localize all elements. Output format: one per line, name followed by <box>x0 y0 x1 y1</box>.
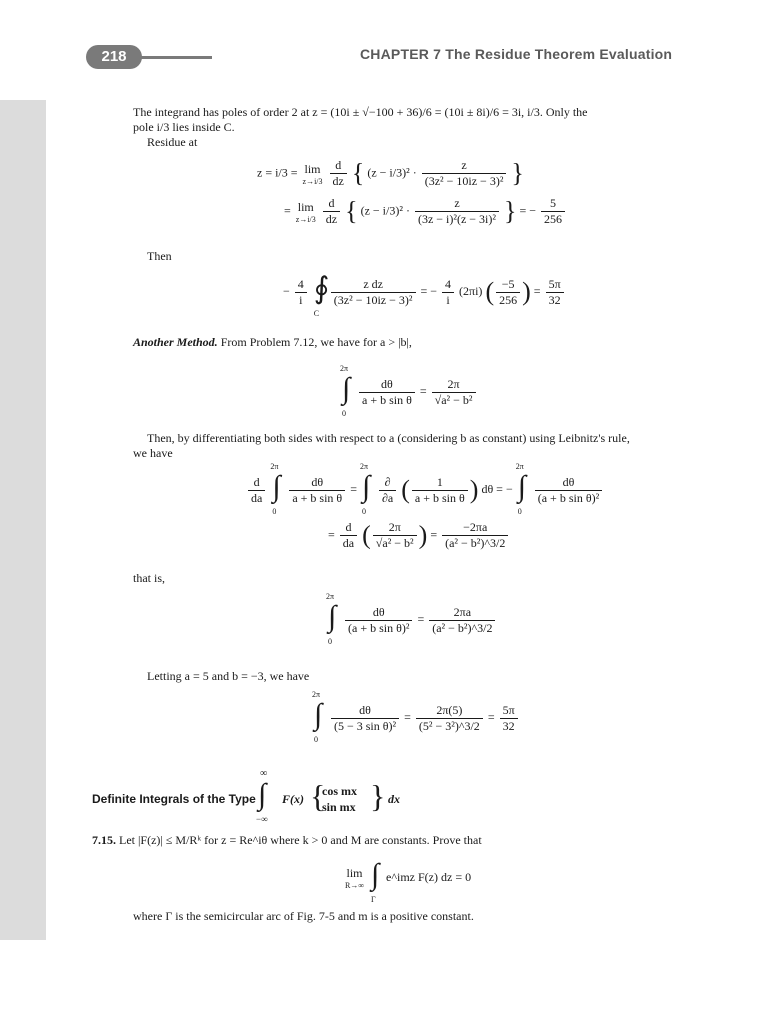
lim-sub: R→∞ <box>345 881 365 890</box>
denominator: a + b sin θ <box>292 490 343 505</box>
fraction <box>442 277 454 308</box>
denominator: (a + b sin θ)² <box>348 620 410 635</box>
paragraph-line: Letting a = 5 and b = −3, we have <box>147 669 310 683</box>
numerator: 2π <box>432 377 476 393</box>
paragraph-line: that is, <box>133 571 165 585</box>
upper-limit: 2π <box>515 462 524 471</box>
numerator: d <box>323 196 340 212</box>
fraction <box>415 196 499 227</box>
paren-open: ( <box>485 277 495 306</box>
numerator: z dz <box>331 277 416 293</box>
derivative <box>340 520 357 551</box>
header-rule <box>140 56 212 59</box>
another-method-label: Another Method. <box>133 335 218 349</box>
denominator: (3z² − 10iz − 3)² <box>333 292 413 307</box>
numerator: z <box>422 158 507 174</box>
math-text: = <box>430 527 438 542</box>
numerator: 2π(5) <box>416 703 483 719</box>
brace-close: } <box>370 778 386 814</box>
paragraph-line: The integrand has poles of order 2 at z = (10i ± √−100 + 36)/6 = (10i ± 8i)/6 = 3i, i/3. Only the <box>133 105 588 119</box>
math-text: = − <box>420 283 438 298</box>
fraction <box>422 158 507 189</box>
denominator: (5² − 3²)^3/2 <box>418 718 480 733</box>
paren-open: ( <box>362 520 371 550</box>
math-text: − <box>283 283 290 298</box>
denominator: (a² − b²)^3/2 <box>432 620 493 635</box>
denominator: √a² − b² <box>375 536 414 550</box>
fraction <box>541 196 565 227</box>
math-text: = <box>328 527 335 542</box>
lower-limit: 0 <box>314 735 318 744</box>
limit <box>345 866 364 890</box>
fraction <box>535 475 602 506</box>
fraction <box>546 277 564 308</box>
denominator: 256 <box>544 212 563 226</box>
denominator: 32 <box>548 292 561 307</box>
math-text: (z − i/3)² · <box>360 203 410 218</box>
lim-sub: z→i/3 <box>295 214 316 224</box>
denominator: a + b sin θ <box>362 392 412 407</box>
lower-limit: 0 <box>361 507 366 516</box>
math-text: = − <box>519 203 537 218</box>
paren-open: ( <box>401 475 410 504</box>
denominator: (5 − 3 sin θ)² <box>334 718 397 733</box>
numerator: 4 <box>442 277 454 293</box>
math-text: dθ = − <box>481 481 513 496</box>
page-number: 218 <box>86 45 142 69</box>
numerator: dθ <box>345 605 412 621</box>
fraction <box>359 377 415 408</box>
numerator: dθ <box>535 475 602 491</box>
integral-sign: 2π ∫ 0 <box>270 462 281 516</box>
numerator: 2π <box>373 520 417 536</box>
numerator: 4 <box>295 277 307 293</box>
numerator: 2πa <box>429 605 495 621</box>
numerator: 5π <box>500 703 518 719</box>
brace-close: } <box>511 158 524 188</box>
fraction <box>412 475 468 506</box>
lower-limit: 0 <box>342 409 346 418</box>
paragraph-line <box>133 334 412 350</box>
math-text: z = i/3 = <box>257 165 298 180</box>
numerator: ∂ <box>379 475 396 491</box>
denominator: dz <box>325 212 338 226</box>
math-text: = <box>284 203 291 218</box>
integral-equation-8 <box>312 690 520 744</box>
derivative <box>248 475 265 506</box>
fraction <box>429 605 495 636</box>
math-text: (2πi) <box>459 283 483 298</box>
paragraph-line: Then, by differentiating both sides with respect to a (considering b as constant) using Leibnitz's rule, <box>147 431 630 445</box>
denominator: da <box>251 490 263 505</box>
numerator: dθ <box>359 377 415 393</box>
leibnitz-equation <box>246 462 604 516</box>
fraction <box>373 520 417 551</box>
limit <box>303 162 323 186</box>
integral-sign: 2π ∫ 0 <box>326 592 337 646</box>
math-text: (z − i/3)² · <box>367 165 417 180</box>
numerator: 1 <box>412 475 468 491</box>
math-text: = <box>533 283 541 298</box>
contour-label: C <box>313 309 320 318</box>
denominator: i <box>299 292 303 307</box>
numerator: z <box>415 196 499 212</box>
denominator: (a + b sin θ)² <box>537 490 600 505</box>
derivative <box>323 196 340 227</box>
fraction <box>331 703 399 734</box>
numerator: d <box>340 520 357 536</box>
math-text: = <box>417 611 425 626</box>
denominator: (3z − i)²(z − 3i)² <box>417 212 496 226</box>
fraction <box>500 703 518 734</box>
problem-statement <box>92 832 482 848</box>
section-heading-text: Definite Integrals of the Type <box>92 792 256 806</box>
fraction <box>289 475 345 506</box>
upper-limit: 2π <box>340 364 349 373</box>
numerator: d <box>248 475 265 491</box>
partial-derivative <box>379 475 396 506</box>
limit-equation <box>343 856 472 904</box>
page-header <box>0 40 758 72</box>
denominator: a + b sin θ <box>414 490 465 505</box>
upper-limit: 2π <box>359 462 369 471</box>
fraction <box>331 277 416 308</box>
lim-sub: z→i/3 <box>302 176 323 186</box>
problem-number: 7.15. <box>92 833 116 847</box>
lower-limit: 0 <box>517 507 522 516</box>
paragraph-line: we have <box>133 446 173 460</box>
numerator: 5 <box>541 196 565 212</box>
brace-close: } <box>504 196 517 226</box>
numerator: −5 <box>496 277 520 293</box>
fraction <box>442 520 508 551</box>
lower-limit: 0 <box>272 507 277 516</box>
paragraph-line: where Γ is the semicircular arc of Fig. 7-5 and m is a positive constant. <box>133 909 474 923</box>
contour-label: Γ <box>371 895 376 904</box>
denominator: (3z² − 10iz − 3)² <box>424 174 504 188</box>
fraction <box>295 277 307 308</box>
denominator: 256 <box>499 292 518 307</box>
lim-text: lim <box>346 866 363 880</box>
numerator: dθ <box>331 703 399 719</box>
fraction <box>345 605 412 636</box>
math-text: dx <box>388 792 400 806</box>
paren-close: ) <box>522 277 531 306</box>
denominator: i <box>446 292 450 307</box>
residue-equation-2 <box>284 196 567 227</box>
lim-text: lim <box>304 161 321 176</box>
paren-close: ) <box>418 520 428 550</box>
brace-open: { <box>351 158 365 188</box>
integral-equation-7 <box>326 592 497 646</box>
lower-limit: 0 <box>328 637 332 646</box>
contour-integral-sign: ∮ C <box>313 272 330 318</box>
integral-sign: 2π ∫ 0 <box>340 364 351 418</box>
upper-limit: 2π <box>312 690 321 699</box>
math-text: = <box>419 383 427 398</box>
fraction <box>496 277 520 308</box>
cos-term: cos mx <box>322 784 357 798</box>
denominator: (a² − b²)^3/2 <box>445 536 506 550</box>
math-text: = <box>487 709 495 724</box>
lim-text: lim <box>297 199 314 214</box>
upper-limit: 2π <box>270 462 279 471</box>
integral-sign: 2π ∫ 0 <box>312 690 323 744</box>
math-text: e^imz F(z) dz = 0 <box>386 869 472 884</box>
integral-sign: 2π ∫ 0 <box>359 462 371 516</box>
denominator: ∂a <box>381 490 394 505</box>
fraction <box>416 703 483 734</box>
math-text: F(x) <box>282 792 304 806</box>
upper-limit: 2π <box>326 592 335 601</box>
paren-close: ) <box>469 475 479 504</box>
lower-limit: −∞ <box>256 814 268 824</box>
upper-limit: ∞ <box>260 768 268 779</box>
residue-equation-1 <box>257 158 524 189</box>
integral-sign: ∞ ∫ −∞ <box>256 768 268 824</box>
gray-margin-strip <box>0 100 46 940</box>
fraction <box>432 377 476 408</box>
derivative-result-equation <box>328 520 510 551</box>
brace-open: { <box>345 196 358 226</box>
paragraph-line: pole i/3 lies inside C. <box>133 120 235 134</box>
numerator: 5π <box>546 277 564 293</box>
section-heading <box>92 768 492 828</box>
chapter-title: CHAPTER 7 The Residue Theorem Evaluation <box>360 46 673 62</box>
integral-sign: 2π ∫ 0 <box>515 462 526 516</box>
numerator: −2πa <box>442 520 508 536</box>
another-method-text: From Problem 7.12, we have for a > |b|, <box>217 335 412 349</box>
integral-equation-4 <box>340 364 478 418</box>
paragraph-line: Residue at <box>147 135 198 149</box>
limit <box>296 200 316 224</box>
paragraph-line: Then <box>147 249 172 263</box>
brace-open: { <box>310 778 326 814</box>
denominator: √a² − b² <box>434 392 473 407</box>
math-text: = <box>350 481 357 496</box>
denominator: da <box>342 536 355 550</box>
problem-text: Let |F(z)| ≤ M/Rᵏ for z = Re^iθ where k > 0 and M are constants. Prove that <box>119 833 482 847</box>
numerator: d <box>330 158 347 174</box>
integral-sign: ∫ Γ <box>371 858 380 904</box>
numerator: dθ <box>289 475 345 491</box>
denominator: dz <box>332 174 344 188</box>
math-text: = <box>404 709 411 724</box>
sin-term: sin mx <box>322 800 356 814</box>
denominator: 32 <box>502 718 515 733</box>
contour-integral-equation <box>283 270 566 318</box>
derivative <box>330 158 347 189</box>
